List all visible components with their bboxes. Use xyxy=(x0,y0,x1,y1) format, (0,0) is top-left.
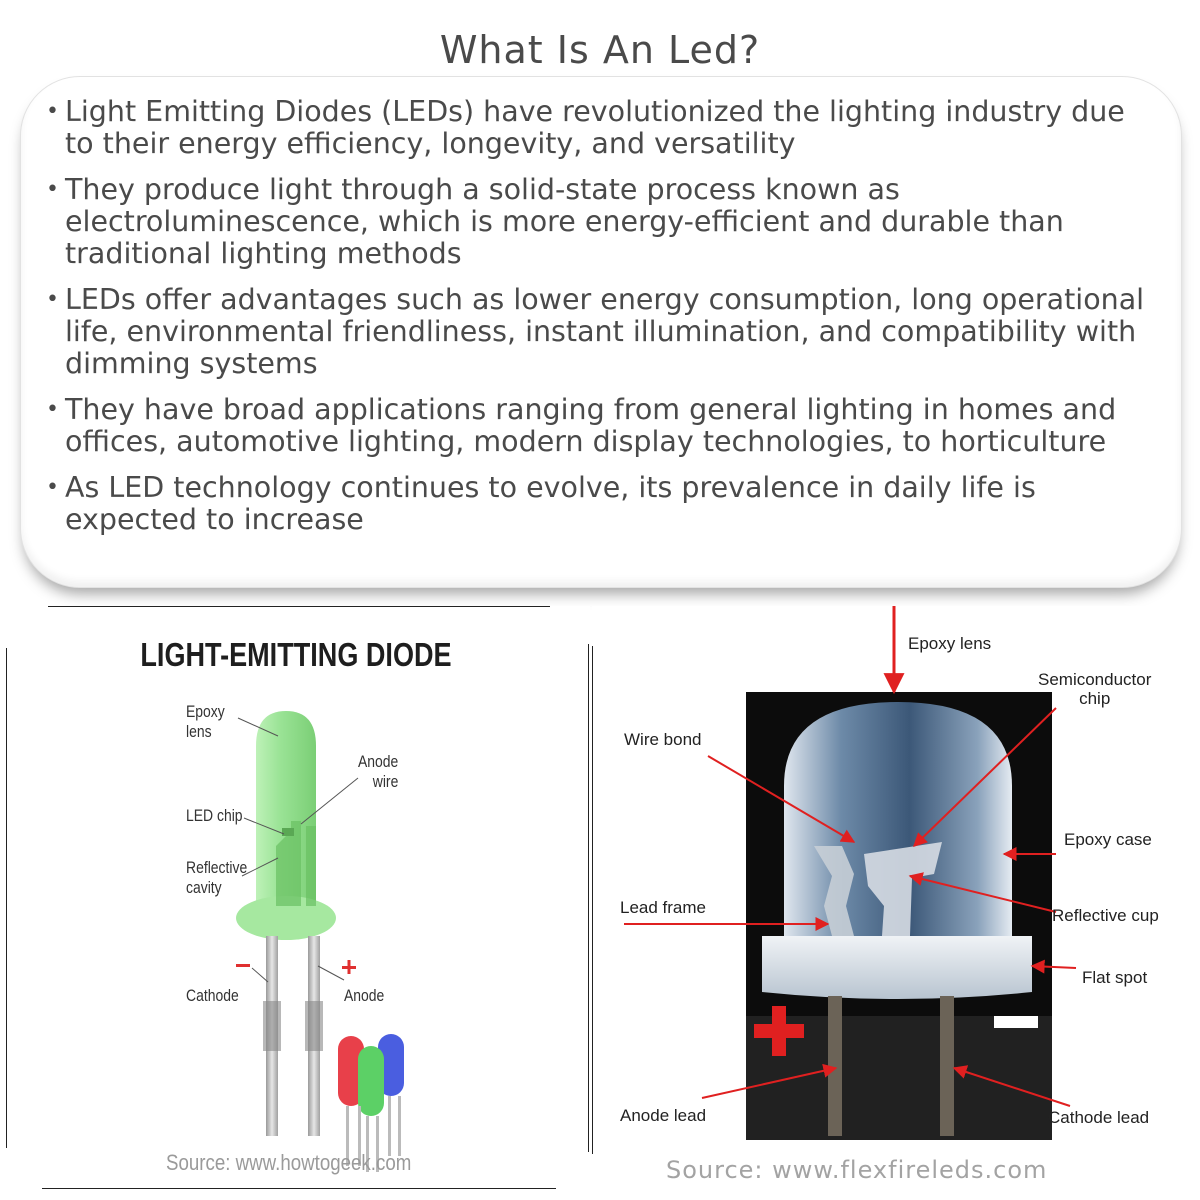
bullet-item: • They produce light through a solid-state process known as electroluminescence, which is more energy-efficient and durable than traditional lighting methods xyxy=(46,174,1156,270)
minus-mark xyxy=(994,1016,1038,1028)
label-flat-spot: Flat spot xyxy=(1082,968,1148,987)
bullet-list xyxy=(46,96,1156,550)
anode-leg xyxy=(828,996,842,1136)
source-credit-right: Source: www.flexfireleds.com xyxy=(666,1156,1048,1184)
label-reflective-cavity: Reflective cavity xyxy=(186,858,248,897)
label-epoxy-case: Epoxy case xyxy=(1064,830,1152,849)
page-title: What Is An Led? xyxy=(439,28,761,72)
diagram-title: LIGHT-EMITTING DIODE xyxy=(140,636,452,673)
led-diagram-illustration xyxy=(6,606,590,1190)
bullet-item: • They have broad applications ranging from general lighting in homes and offices, automotive lighting, modern display technologies, to horticulture xyxy=(46,394,1156,458)
led-diagram-figure xyxy=(6,606,590,1190)
source-credit-left: Source: www.howtogeek.com xyxy=(166,1150,412,1175)
label-cathode: Cathode xyxy=(186,986,239,1005)
label-anode-lead: Anode lead xyxy=(620,1106,707,1125)
led-photo-figure xyxy=(592,606,1192,1190)
label-anode: Anode xyxy=(344,986,385,1005)
label-wire-bond: Wire bond xyxy=(624,730,702,749)
bullet-item: • LEDs offer advantages such as lower energy consumption, long operational life, environmental friendliness, instant illumination, and compatibility with dimming systems xyxy=(46,284,1156,380)
label-cathode-lead: Cathode lead xyxy=(1048,1108,1150,1127)
label-epoxy-lens: Epoxy lens xyxy=(186,702,225,741)
epoxy-base xyxy=(762,936,1032,999)
label-led-chip: LED chip xyxy=(186,806,243,825)
led-chip-shape xyxy=(282,828,294,836)
label-anode-wire: Anode wire xyxy=(358,752,399,791)
minus-sign xyxy=(236,964,250,967)
label-epoxy-lens: Epoxy lens xyxy=(908,634,992,653)
label-lead-frame: Lead frame xyxy=(620,898,706,917)
label-semiconductor-chip: Semiconductor chip xyxy=(1038,670,1152,708)
cathode-leg xyxy=(940,996,954,1136)
label-reflective-cup: Reflective cup xyxy=(1052,906,1159,925)
bullet-item: • As LED technology continues to evolve, its prevalence in daily life is expected to increase xyxy=(46,472,1156,536)
bullet-item: • Light Emitting Diodes (LEDs) have revolutionized the lighting industry due to their energy efficiency, longevity, and versatility xyxy=(46,96,1156,160)
